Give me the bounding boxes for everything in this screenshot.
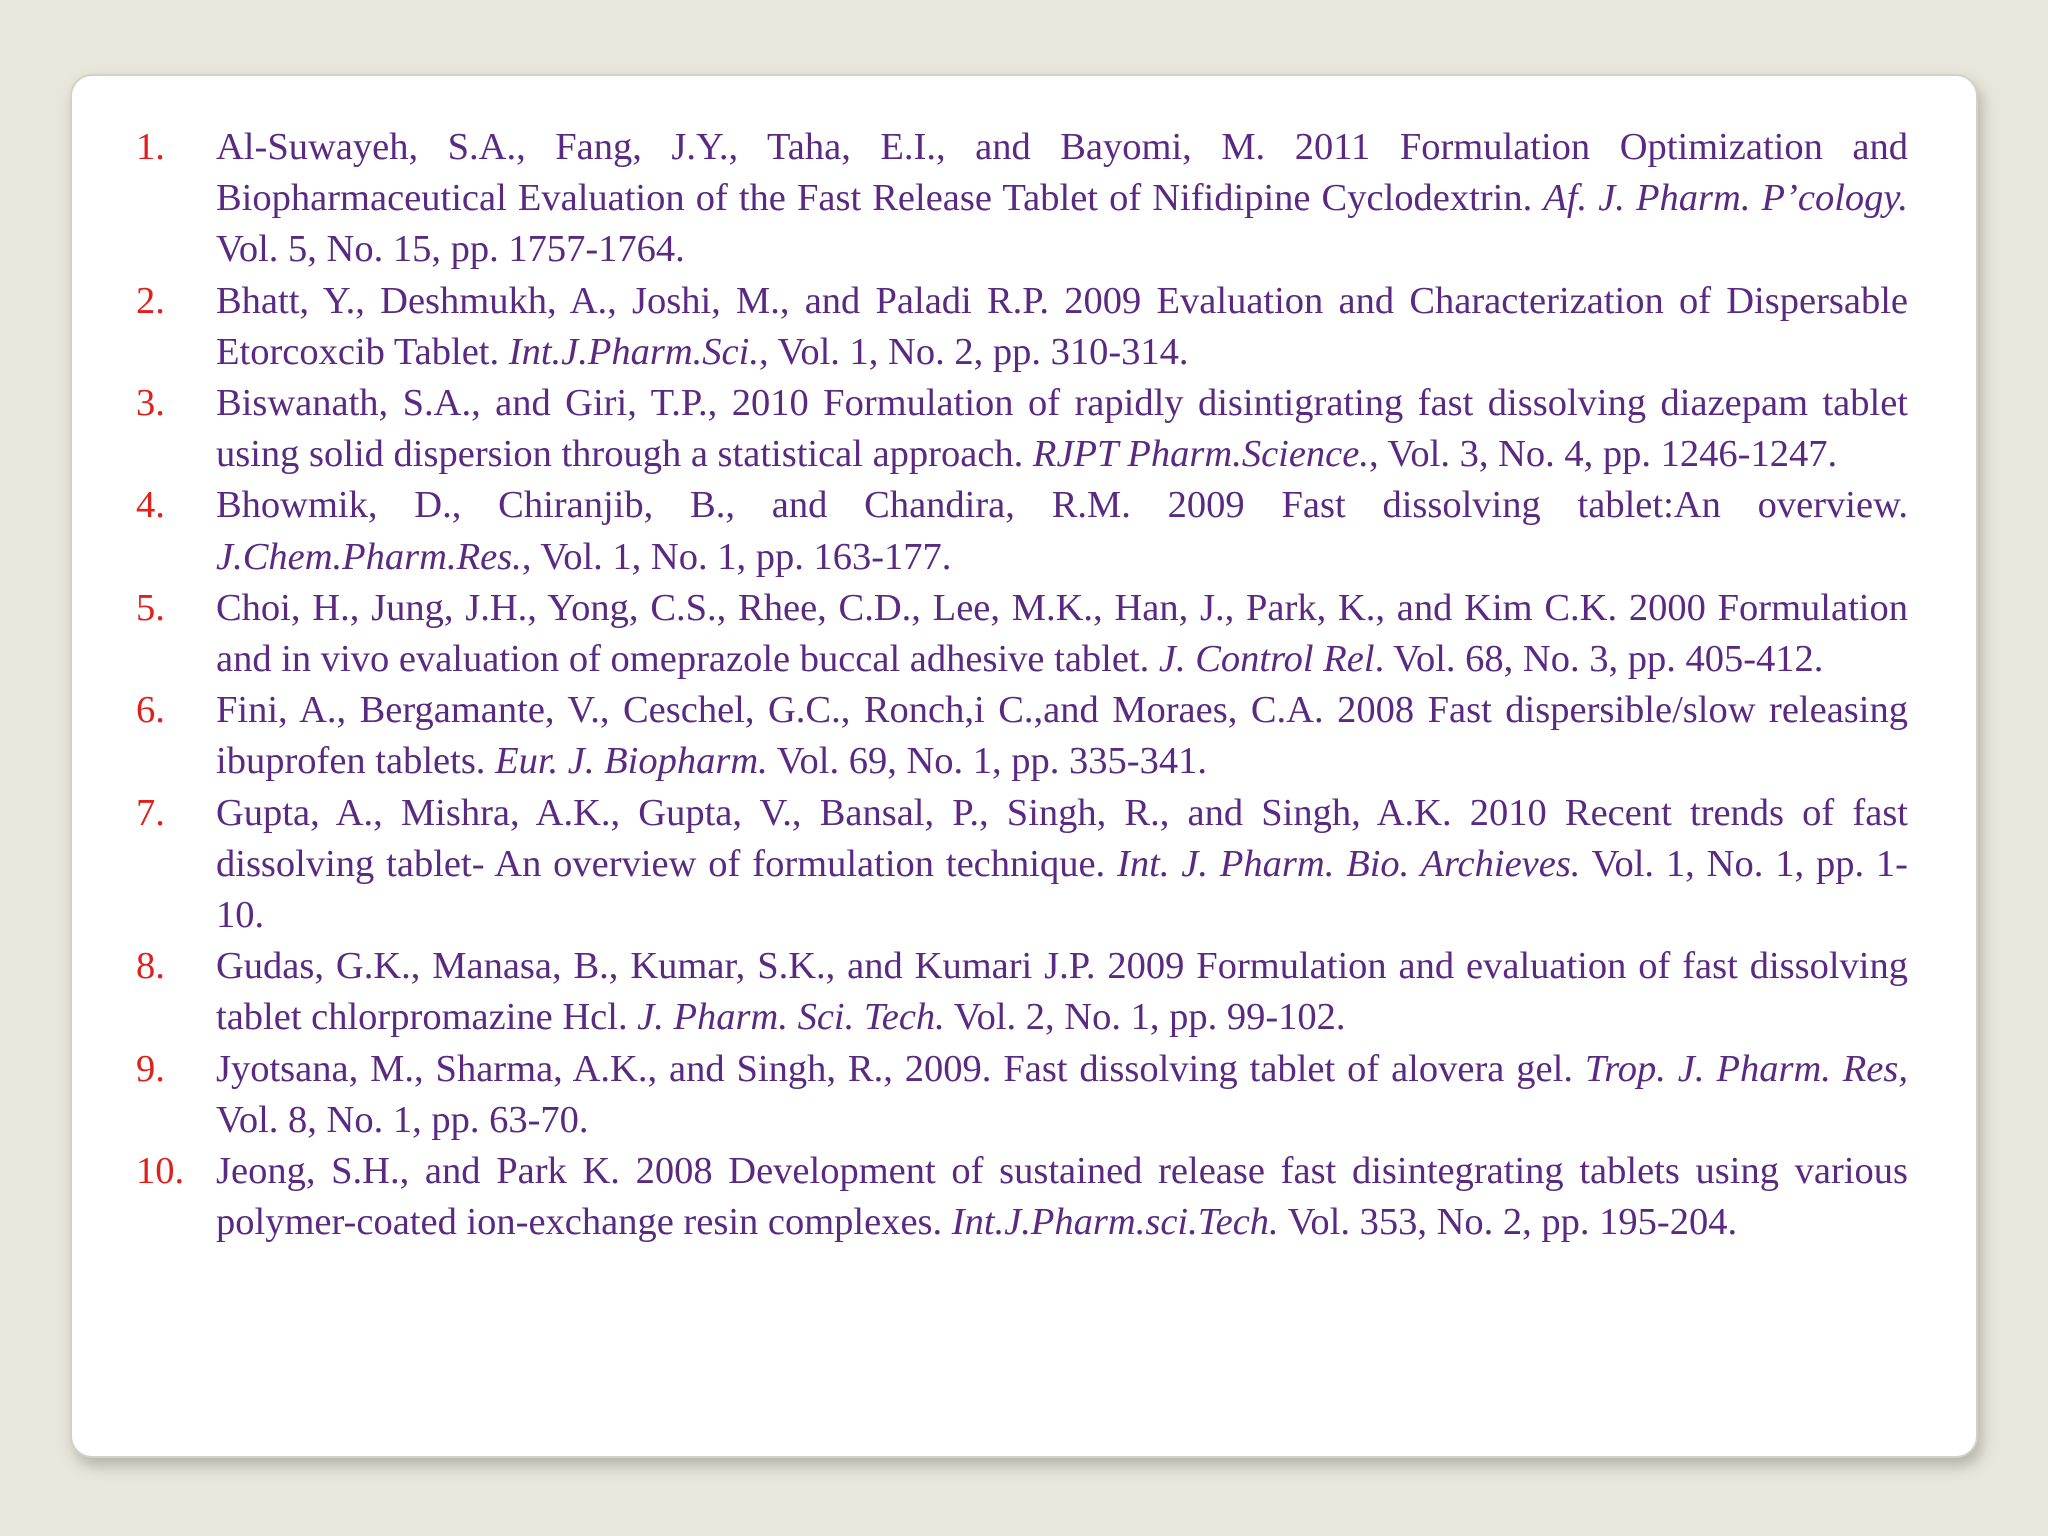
reference-authors-title: Biswanath, S.A., and Giri, T.P., 2010 Formulation of rapidly disintigrating fast dissolving diazepam tablet using solid dispersion through a statistical approach. bbox=[216, 382, 1908, 476]
reference-item bbox=[136, 378, 1908, 480]
reference-details: Vol. 8, No. 1, pp. 63-70. bbox=[216, 1098, 589, 1141]
reference-text bbox=[216, 788, 1908, 942]
reference-text bbox=[216, 1044, 1908, 1146]
reference-list bbox=[136, 122, 1908, 1248]
reference-journal: Int.J.Pharm.Sci. bbox=[508, 330, 759, 373]
reference-number: 1. bbox=[136, 126, 165, 168]
reference-item bbox=[136, 1146, 1908, 1248]
reference-journal: J. Control Rel bbox=[1158, 638, 1375, 681]
reference-number: 4. bbox=[136, 484, 165, 527]
reference-item bbox=[136, 276, 1908, 378]
reference-details: Vol. 5, No. 15, pp. 1757-1764. bbox=[216, 228, 685, 271]
reference-item bbox=[136, 685, 1908, 787]
reference-text bbox=[216, 1146, 1908, 1248]
reference-number: 8. bbox=[136, 945, 165, 988]
reference-authors-title: Choi, H., Jung, J.H., Yong, C.S., Rhee, C.D., Lee, M.K., Han, J., Park, K., and Kim C.K. 2000 Formulation and in vivo evaluation of omeprazole buccal adhesive tablet. bbox=[216, 586, 1908, 681]
reference-details: . Vol. 68, No. 3, pp. 405-412. bbox=[1374, 638, 1824, 681]
reference-number: 5. bbox=[136, 586, 165, 629]
reference-journal: Int.J.Pharm.sci.Tech. bbox=[951, 1201, 1279, 1244]
reference-journal: RJPT Pharm.Science. bbox=[1032, 433, 1369, 476]
reference-number: 3. bbox=[136, 382, 165, 425]
reference-authors-title: Bhatt, Y., Deshmukh, A., Joshi, M., and Paladi R.P. 2009 Evaluation and Characterization of Dispersable Etorcoxcib Tablet. bbox=[216, 279, 1908, 373]
reference-journal: Trop. J. Pharm. Res, bbox=[1584, 1047, 1909, 1090]
reference-details: , Vol. 1, No. 2, pp. 310-314. bbox=[758, 330, 1189, 373]
reference-authors-title: Jyotsana, M., Sharma, A.K., and Singh, R., 2009. Fast dissolving tablet of alovera gel. bbox=[216, 1047, 1585, 1090]
reference-authors-title: Jeong, S.H., and Park K. 2008 Development of sustained release fast disintegrating tablets using various polymer-coated ion-exchange resin complexes. bbox=[216, 1150, 1908, 1244]
reference-text bbox=[216, 378, 1908, 480]
reference-details: , Vol. 3, No. 4, pp. 1246-1247. bbox=[1369, 433, 1838, 476]
reference-details: Vol. 1, No. 1, pp. 1-10. bbox=[216, 842, 1909, 937]
reference-item bbox=[136, 1044, 1908, 1146]
reference-number: 10. bbox=[136, 1150, 185, 1193]
reference-journal: Eur. J. Biopharm. bbox=[495, 740, 768, 783]
reference-authors-title: Gupta, A., Mishra, A.K., Gupta, V., Bansal, P., Singh, R., and Singh, A.K. 2010 Recent trends of fast dissolving tablet- An overview of formulation technique. bbox=[216, 791, 1908, 885]
reference-text bbox=[216, 941, 1908, 1043]
reference-item bbox=[136, 788, 1908, 942]
reference-number: 9. bbox=[136, 1047, 165, 1090]
reference-details: Vol. 353, No. 2, pp. 195-204. bbox=[1278, 1201, 1738, 1244]
reference-text bbox=[216, 583, 1908, 685]
reference-authors-title: Al-Suwayeh, S.A., Fang, J.Y., Taha, E.I., and Bayomi, M. 2011 Formulation Optimization and Biopharmaceutical Evaluation of the Fast Release Tablet of Nifidipine Cyclodextrin. bbox=[216, 126, 1908, 220]
reference-text bbox=[216, 480, 1908, 582]
reference-item bbox=[136, 583, 1908, 685]
reference-details: Vol. 69, No. 1, pp. 335-341. bbox=[767, 740, 1207, 783]
reference-journal: J. Pharm. Sci. Tech. bbox=[637, 996, 945, 1039]
reference-authors-title: Fini, A., Bergamante, V., Ceschel, G.C., Ronch,i C.,and Moraes, C.A. 2008 Fast dispersible/slow releasing ibuprofen tablets. bbox=[216, 689, 1908, 783]
reference-details: , Vol. 1, No. 1, pp. 163-177. bbox=[521, 535, 952, 578]
reference-authors-title: Bhowmik, D., Chiranjib, B., and Chandira, R.M. 2009 Fast dissolving tablet:An overview. bbox=[216, 484, 1908, 527]
reference-text bbox=[216, 685, 1908, 787]
reference-details: Vol. 2, No. 1, pp. 99-102. bbox=[944, 996, 1346, 1039]
reference-item bbox=[136, 941, 1908, 1043]
reference-item bbox=[136, 122, 1908, 276]
reference-journal: Af. J. Pharm. P’cology. bbox=[1543, 177, 1908, 220]
reference-text bbox=[216, 276, 1908, 378]
reference-number: 6. bbox=[136, 689, 165, 732]
reference-text bbox=[216, 122, 1908, 276]
reference-authors-title: Gudas, G.K., Manasa, B., Kumar, S.K., and Kumari J.P. 2009 Formulation and evaluation of fast dissolving tablet chlorpromazine Hcl. bbox=[216, 945, 1908, 1039]
reference-item bbox=[136, 480, 1908, 582]
reference-journal: J.Chem.Pharm.Res. bbox=[216, 535, 522, 578]
reference-journal: Int. J. Pharm. Bio. Archieves. bbox=[1117, 842, 1581, 885]
reference-number: 7. bbox=[136, 791, 165, 834]
reference-number: 2. bbox=[136, 279, 165, 322]
